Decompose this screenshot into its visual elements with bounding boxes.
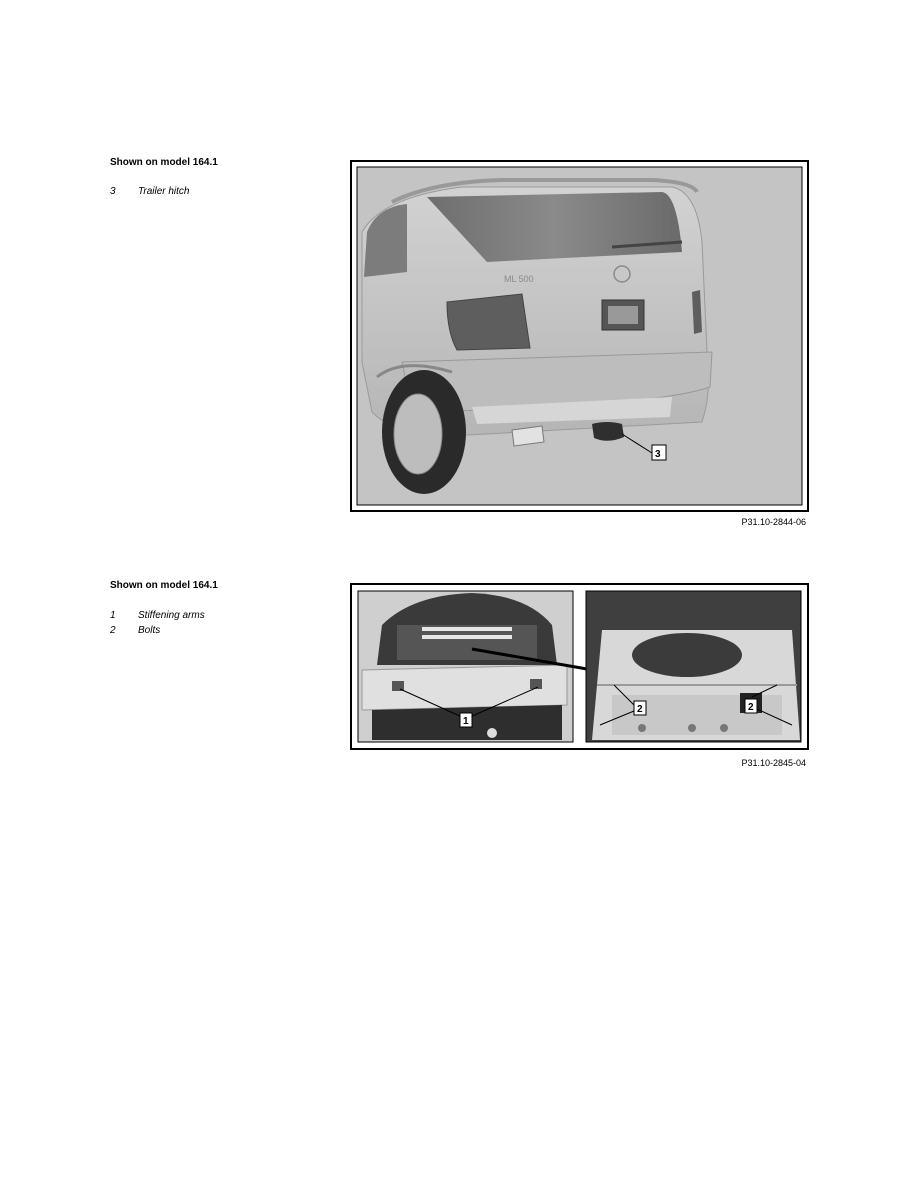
legend-text: Trailer hitch [138,186,190,197]
right-photo-trunk-floor [586,591,801,742]
svg-text:2: 2 [748,702,754,713]
trunk-and-underbody-illustration [352,585,807,748]
model-badge: ML 500 [504,274,534,284]
svg-text:3: 3 [655,449,661,460]
figure-caption: P31.10-2844-06 [741,517,806,527]
figure-caption: P31.10-2845-04 [741,758,806,768]
callout-3 [652,445,666,460]
figure-stiffening-arms-bolts [350,583,809,750]
legend-number: 1 [110,610,116,621]
svg-text:1: 1 [463,716,469,727]
section1-heading: Shown on model 164.1 [110,157,218,168]
legend-number: 3 [110,186,116,197]
legend-number: 2 [110,625,116,636]
legend-text: Bolts [138,625,161,636]
figure-rear-view-trailer-hitch [350,160,809,512]
section2-heading: Shown on model 164.1 [110,580,218,591]
callout-2 [745,699,757,713]
trailer-hitch-icon [592,422,624,441]
rear-vehicle-illustration [352,162,807,510]
legend-text: Stiffening arms [138,610,205,621]
callout-1 [460,713,472,727]
left-photo-rear-open-trunk [358,591,587,742]
svg-text:2: 2 [637,704,643,715]
callout-2 [634,701,646,715]
